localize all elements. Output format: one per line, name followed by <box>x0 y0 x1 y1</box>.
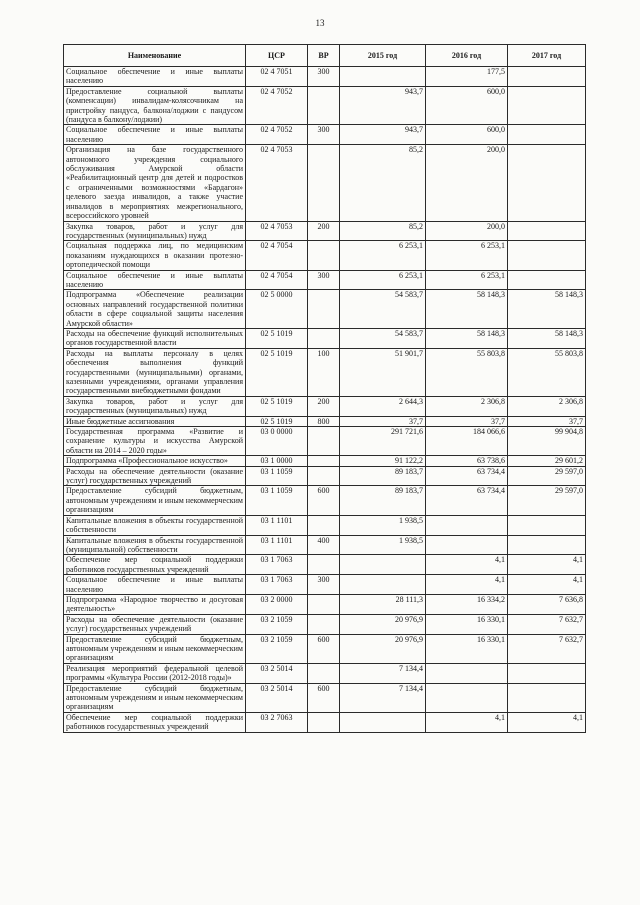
cell-name: Расходы на обеспечение деятельности (оказание услуг) государственных учреждений <box>64 466 246 486</box>
cell-vr <box>308 515 340 535</box>
table-row <box>64 86 586 125</box>
cell-vr: 600 <box>308 634 340 663</box>
table-row <box>64 634 586 663</box>
cell-2016: 63 738,6 <box>426 456 508 466</box>
table-row <box>64 663 586 683</box>
cell-name: Социальное обеспечение и иные выплаты населению <box>64 575 246 595</box>
cell-2016: 4,1 <box>426 575 508 595</box>
cell-2017 <box>508 515 586 535</box>
cell-2015: 89 183,7 <box>340 466 426 486</box>
cell-2015: 6 253,1 <box>340 270 426 290</box>
table-row <box>64 416 586 426</box>
cell-2016 <box>426 515 508 535</box>
cell-vr <box>308 456 340 466</box>
cell-2015: 54 583,7 <box>340 328 426 348</box>
cell-2015: 6 253,1 <box>340 241 426 270</box>
table-row <box>64 555 586 575</box>
header-2017: 2017 год <box>508 45 586 67</box>
cell-csr: 03 1 1059 <box>246 466 308 486</box>
table-header-row <box>64 45 586 67</box>
cell-csr: 03 0 0000 <box>246 427 308 456</box>
cell-vr <box>308 290 340 329</box>
cell-csr: 03 2 0000 <box>246 594 308 614</box>
cell-name: Реализация мероприятий федеральной целевой программы «Культура России (2012-2018 годы)» <box>64 663 246 683</box>
cell-name: Социальное обеспечение и иные выплаты населению <box>64 125 246 145</box>
cell-name: Предоставление социальной выплаты (компенсации) инвалидам-колясочникам на пристройку пандуса, балкона/лоджии с пандусом (пандуса в балкону/лоджии) <box>64 86 246 125</box>
cell-2017: 37,7 <box>508 416 586 426</box>
cell-2015: 20 976,9 <box>340 634 426 663</box>
table-row <box>64 712 586 732</box>
page-number: 13 <box>315 18 325 28</box>
table-body <box>64 67 586 733</box>
cell-csr: 02 4 7051 <box>246 67 308 87</box>
cell-name: Предоставление субсидий бюджетным, автономным учреждениям и иным некоммерческим организациям <box>64 634 246 663</box>
cell-name: Подпрограмма «Обеспечение реализации основных направлений государственной политики области в сфере социальной защиты населения Амурской области» <box>64 290 246 329</box>
cell-name: Обеспечение мер социальной поддержки работников государственных учреждений <box>64 555 246 575</box>
cell-2017: 7 632,7 <box>508 614 586 634</box>
cell-2015: 1 938,5 <box>340 535 426 555</box>
cell-2016: 63 734,4 <box>426 486 508 515</box>
table-row <box>64 290 586 329</box>
cell-vr <box>308 86 340 125</box>
table-row <box>64 145 586 221</box>
cell-2015: 7 134,4 <box>340 683 426 712</box>
table-row <box>64 515 586 535</box>
cell-name: Закупка товаров, работ и услуг для государственных (муниципальных) нужд <box>64 396 246 416</box>
cell-2015: 291 721,6 <box>340 427 426 456</box>
cell-2017 <box>508 145 586 221</box>
budget-table <box>63 44 586 733</box>
cell-2016: 2 306,8 <box>426 396 508 416</box>
table-row <box>64 125 586 145</box>
cell-vr: 200 <box>308 396 340 416</box>
cell-2016: 16 330,1 <box>426 614 508 634</box>
table-row <box>64 396 586 416</box>
cell-2015: 7 134,4 <box>340 663 426 683</box>
cell-2015: 2 644,3 <box>340 396 426 416</box>
cell-name: Социальная поддержка лиц, по медицинским показаниям нуждающихся в оказании протезно-ортопедической помощи <box>64 241 246 270</box>
cell-2017: 4,1 <box>508 555 586 575</box>
table-row <box>64 575 586 595</box>
cell-2017: 58 148,3 <box>508 328 586 348</box>
cell-2015 <box>340 575 426 595</box>
cell-2017: 7 636,8 <box>508 594 586 614</box>
header-vr: ВР <box>308 45 340 67</box>
cell-csr: 03 2 1059 <box>246 634 308 663</box>
cell-vr <box>308 241 340 270</box>
cell-vr <box>308 663 340 683</box>
cell-vr <box>308 614 340 634</box>
cell-2017 <box>508 683 586 712</box>
cell-2017 <box>508 125 586 145</box>
cell-name: Подпрограмма «Народное творчество и досуговая деятельность» <box>64 594 246 614</box>
cell-vr: 300 <box>308 67 340 87</box>
table-row <box>64 486 586 515</box>
cell-name: Закупка товаров, работ и услуг для государственных (муниципальных) нужд <box>64 221 246 241</box>
cell-csr: 03 1 7063 <box>246 575 308 595</box>
cell-csr: 02 5 0000 <box>246 290 308 329</box>
cell-2015: 91 122,2 <box>340 456 426 466</box>
cell-name: Предоставление субсидий бюджетным, автономным учреждениям и иным некоммерческим организациям <box>64 486 246 515</box>
cell-csr: 03 2 7063 <box>246 712 308 732</box>
cell-2017: 99 904,8 <box>508 427 586 456</box>
cell-vr: 600 <box>308 683 340 712</box>
cell-csr: 02 4 7053 <box>246 145 308 221</box>
cell-vr <box>308 427 340 456</box>
cell-2015: 943,7 <box>340 125 426 145</box>
cell-csr: 02 5 1019 <box>246 396 308 416</box>
table-row <box>64 348 586 396</box>
cell-2016 <box>426 663 508 683</box>
cell-vr <box>308 466 340 486</box>
cell-name: Социальное обеспечение и иные выплаты населению <box>64 67 246 87</box>
cell-2015: 85,2 <box>340 145 426 221</box>
cell-2017 <box>508 241 586 270</box>
cell-2017: 4,1 <box>508 575 586 595</box>
cell-2017: 29 597,0 <box>508 466 586 486</box>
cell-name: Капитальные вложения в объекты государственной (муниципальной) собственности <box>64 535 246 555</box>
cell-vr: 300 <box>308 575 340 595</box>
table-row <box>64 594 586 614</box>
cell-2015: 51 901,7 <box>340 348 426 396</box>
cell-name: Государственная программа «Развитие и сохранение культуры и искусства Амурской области на 2014 – 2020 годы» <box>64 427 246 456</box>
cell-2015: 28 111,3 <box>340 594 426 614</box>
cell-name: Организация на базе государственного автономного учреждения социального обслуживания Амурской области «Реабилитационный центр для детей и подростков с ограниченными возможностями «Бардагон» целевого заезда инвалидов, а также участие инвалидов в мероприятиях межрегионального, всероссийского уровней <box>64 145 246 221</box>
cell-vr: 400 <box>308 535 340 555</box>
cell-2017: 4,1 <box>508 712 586 732</box>
cell-2015: 85,2 <box>340 221 426 241</box>
cell-2016: 6 253,1 <box>426 270 508 290</box>
cell-2017: 29 601,2 <box>508 456 586 466</box>
cell-name: Подпрограмма «Профессиональное искусство» <box>64 456 246 466</box>
cell-csr: 02 4 7052 <box>246 125 308 145</box>
cell-2017: 2 306,8 <box>508 396 586 416</box>
cell-2016: 37,7 <box>426 416 508 426</box>
cell-2016: 6 253,1 <box>426 241 508 270</box>
cell-name: Расходы на обеспечение функций исполнительных органов государственной власти <box>64 328 246 348</box>
cell-2016: 600,0 <box>426 125 508 145</box>
header-csr: ЦСР <box>246 45 308 67</box>
cell-name: Обеспечение мер социальной поддержки работников государственных учреждений <box>64 712 246 732</box>
cell-2016: 177,5 <box>426 67 508 87</box>
cell-2016: 200,0 <box>426 221 508 241</box>
cell-name: Расходы на выплаты персоналу в целях обеспечения выполнения функций государственными (муниципальными) органами, казенными учреждениями, органами управления государственными внебюджетными фондами <box>64 348 246 396</box>
cell-2017 <box>508 663 586 683</box>
cell-2016 <box>426 683 508 712</box>
cell-2016: 58 148,3 <box>426 328 508 348</box>
cell-vr <box>308 712 340 732</box>
cell-csr: 02 5 1019 <box>246 328 308 348</box>
cell-vr: 800 <box>308 416 340 426</box>
cell-2016: 55 803,8 <box>426 348 508 396</box>
cell-name: Расходы на обеспечение деятельности (оказание услуг) государственных учреждений <box>64 614 246 634</box>
cell-name: Иные бюджетные ассигнования <box>64 416 246 426</box>
cell-2016: 16 334,2 <box>426 594 508 614</box>
cell-2015 <box>340 67 426 87</box>
cell-csr: 03 1 1101 <box>246 535 308 555</box>
cell-2017 <box>508 270 586 290</box>
table-row <box>64 328 586 348</box>
table-row <box>64 466 586 486</box>
cell-vr <box>308 328 340 348</box>
cell-2015: 89 183,7 <box>340 486 426 515</box>
cell-2017: 55 803,8 <box>508 348 586 396</box>
cell-vr: 100 <box>308 348 340 396</box>
cell-csr: 03 2 5014 <box>246 663 308 683</box>
cell-2016: 4,1 <box>426 712 508 732</box>
cell-vr: 600 <box>308 486 340 515</box>
cell-csr: 02 5 1019 <box>246 348 308 396</box>
table-row <box>64 535 586 555</box>
cell-csr: 02 4 7053 <box>246 221 308 241</box>
cell-2016: 63 734,4 <box>426 466 508 486</box>
table-row <box>64 67 586 87</box>
cell-2015: 20 976,9 <box>340 614 426 634</box>
cell-csr: 03 2 5014 <box>246 683 308 712</box>
cell-vr <box>308 594 340 614</box>
cell-2015: 37,7 <box>340 416 426 426</box>
table-row <box>64 241 586 270</box>
cell-2017: 58 148,3 <box>508 290 586 329</box>
cell-name: Предоставление субсидий бюджетным, автономным учреждениям и иным некоммерческим организациям <box>64 683 246 712</box>
cell-2016: 16 330,1 <box>426 634 508 663</box>
header-2015: 2015 год <box>340 45 426 67</box>
cell-2017 <box>508 221 586 241</box>
cell-2016: 184 066,6 <box>426 427 508 456</box>
cell-2017 <box>508 535 586 555</box>
cell-2017 <box>508 86 586 125</box>
cell-csr: 03 1 1059 <box>246 486 308 515</box>
cell-csr: 03 2 1059 <box>246 614 308 634</box>
cell-name: Социальное обеспечение и иные выплаты населению <box>64 270 246 290</box>
cell-2015: 1 938,5 <box>340 515 426 535</box>
table-row <box>64 221 586 241</box>
cell-csr: 02 4 7054 <box>246 270 308 290</box>
cell-csr: 02 4 7054 <box>246 241 308 270</box>
table-row <box>64 456 586 466</box>
cell-2016: 4,1 <box>426 555 508 575</box>
cell-2017 <box>508 67 586 87</box>
cell-2015: 54 583,7 <box>340 290 426 329</box>
cell-2015: 943,7 <box>340 86 426 125</box>
table-row <box>64 614 586 634</box>
cell-vr <box>308 145 340 221</box>
table-row <box>64 270 586 290</box>
cell-name: Капитальные вложения в объекты государственной собственности <box>64 515 246 535</box>
header-name: Наименование <box>64 45 246 67</box>
cell-2016: 58 148,3 <box>426 290 508 329</box>
table-row <box>64 427 586 456</box>
cell-csr: 03 1 7063 <box>246 555 308 575</box>
cell-2017: 7 632,7 <box>508 634 586 663</box>
cell-2015 <box>340 555 426 575</box>
cell-csr: 03 1 0000 <box>246 456 308 466</box>
cell-vr: 300 <box>308 270 340 290</box>
cell-2017: 29 597,0 <box>508 486 586 515</box>
cell-2015 <box>340 712 426 732</box>
cell-2016: 200,0 <box>426 145 508 221</box>
cell-csr: 02 4 7052 <box>246 86 308 125</box>
cell-vr <box>308 555 340 575</box>
cell-csr: 02 5 1019 <box>246 416 308 426</box>
table-row <box>64 683 586 712</box>
cell-csr: 03 1 1101 <box>246 515 308 535</box>
header-2016: 2016 год <box>426 45 508 67</box>
cell-vr: 200 <box>308 221 340 241</box>
cell-2016: 600,0 <box>426 86 508 125</box>
cell-2016 <box>426 535 508 555</box>
cell-vr: 300 <box>308 125 340 145</box>
